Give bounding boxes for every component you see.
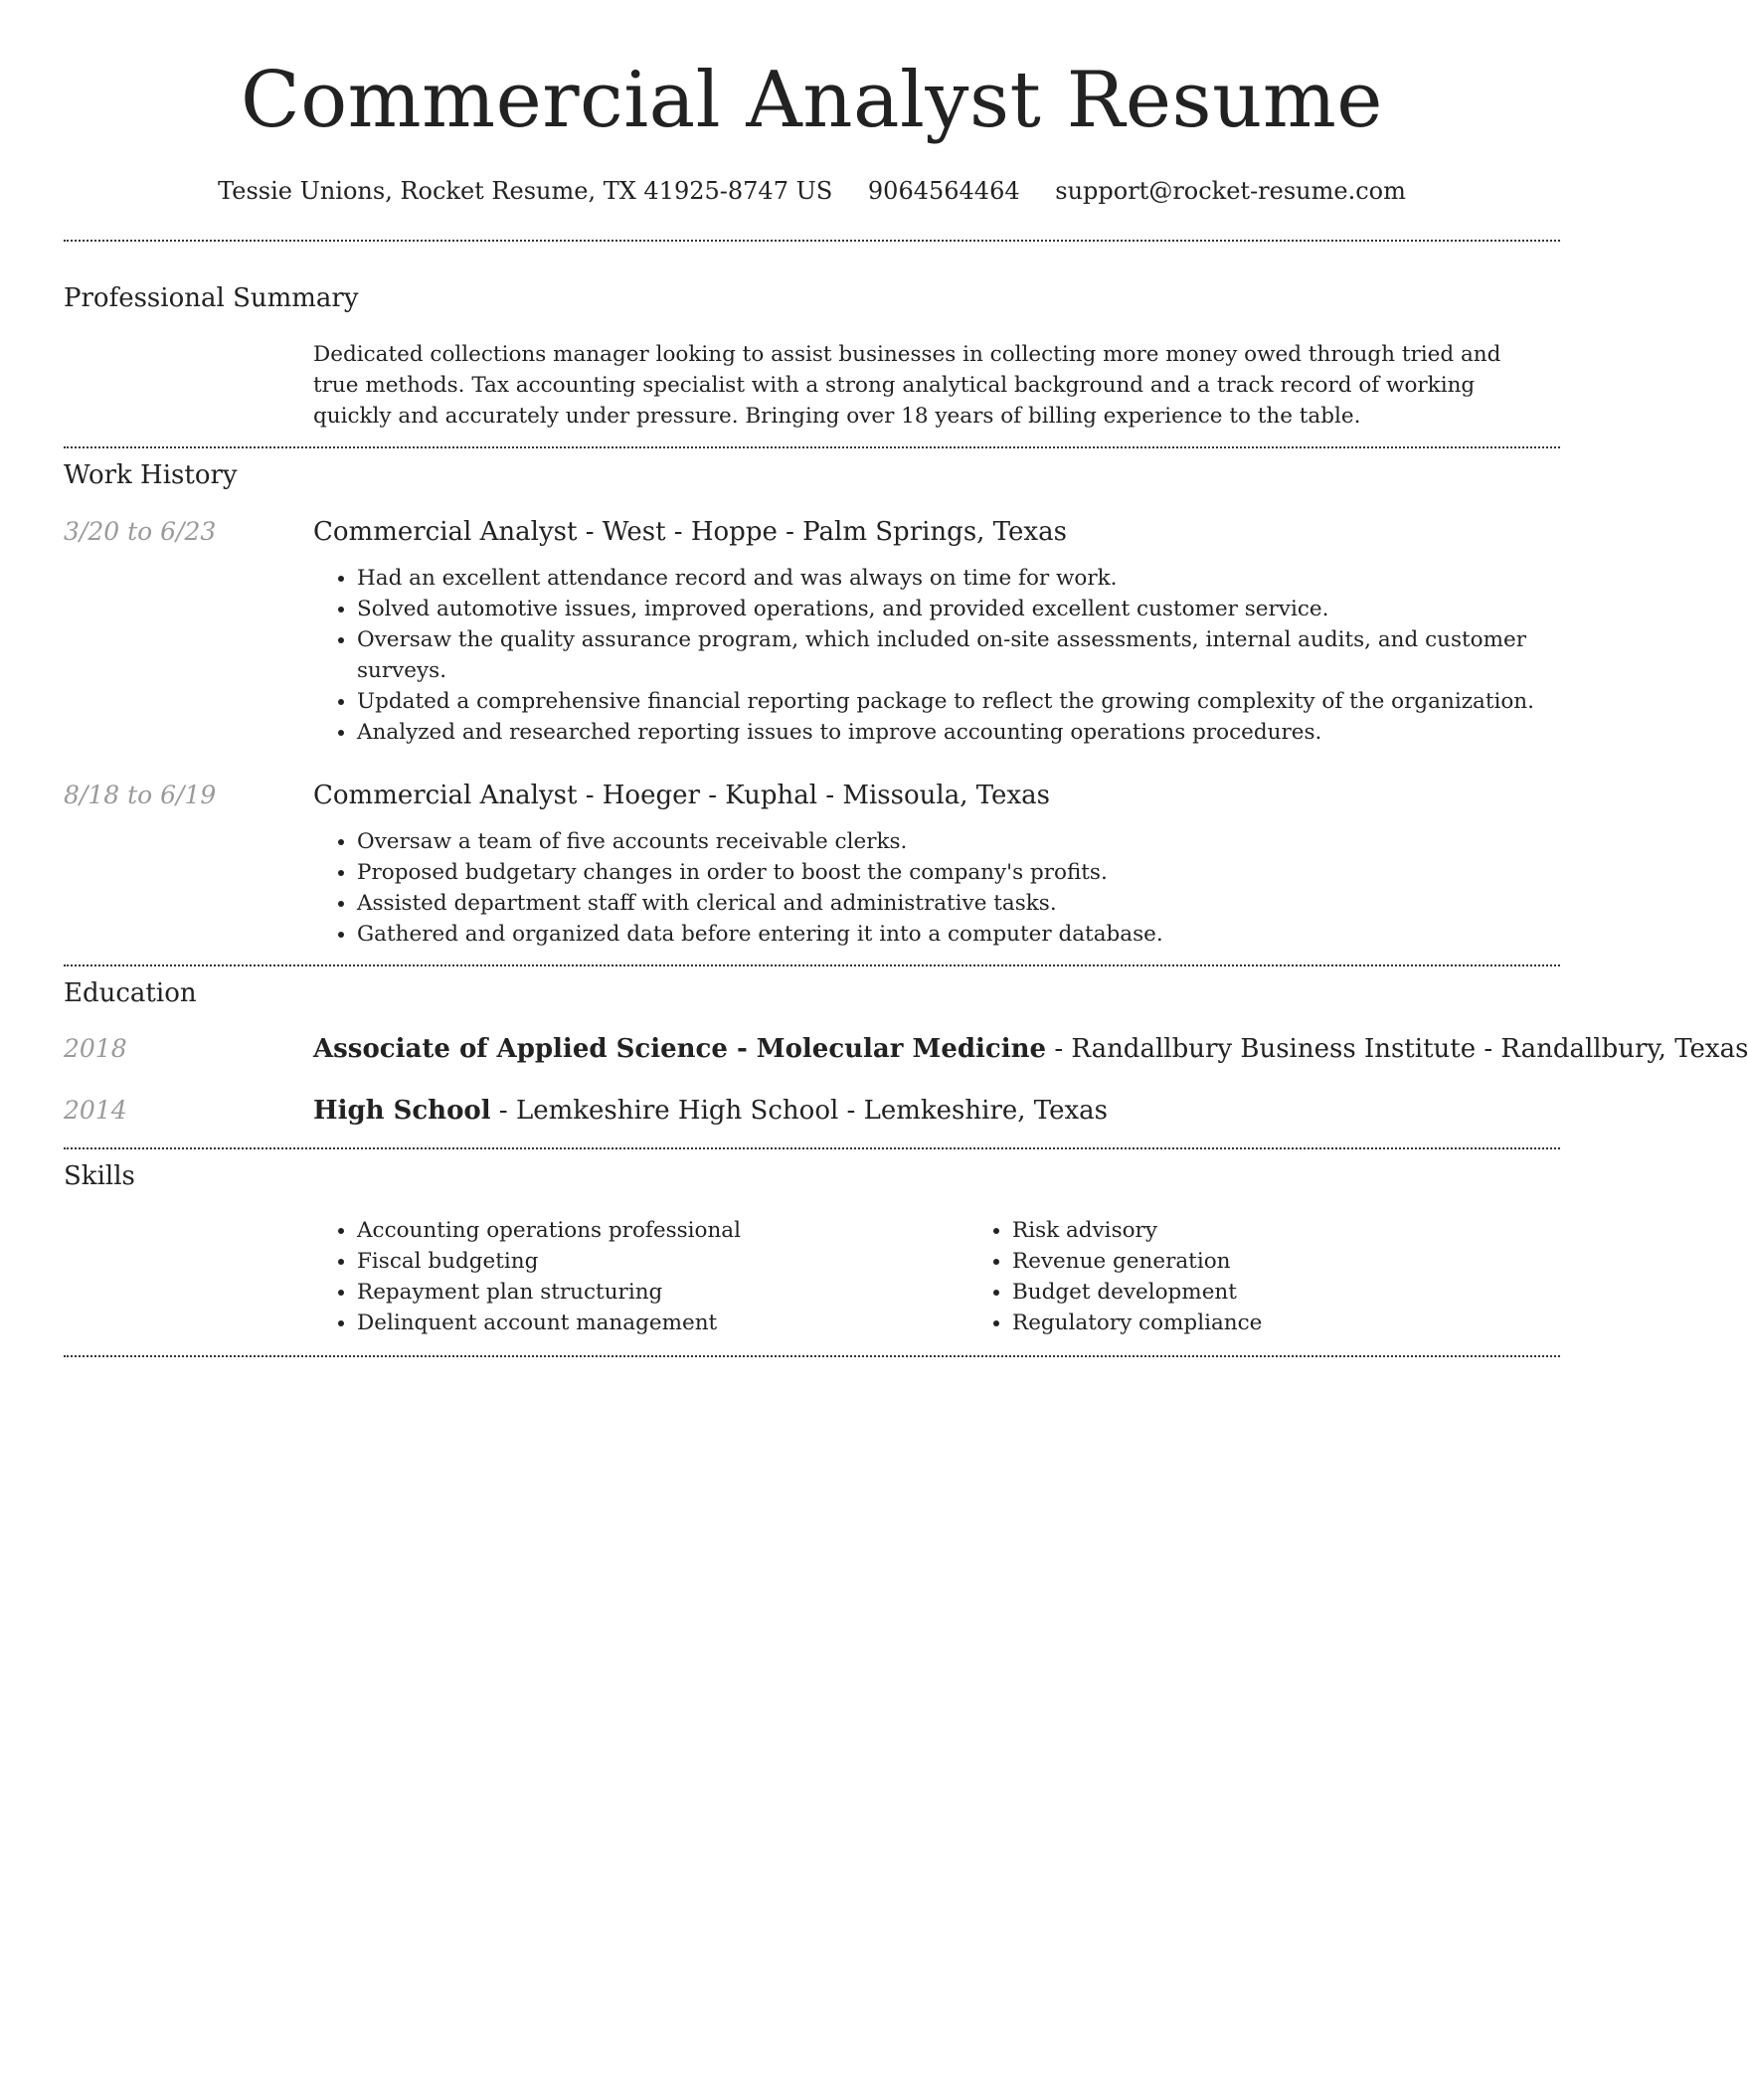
summary-section [64, 283, 1560, 432]
education-year: 2018 [64, 1034, 127, 1063]
job-title: Commercial Analyst - Hoeger - Kuphal - Missoula, Texas [313, 781, 1050, 810]
job-dates: 3/20 to 6/23 [64, 517, 217, 546]
education-year: 2014 [64, 1096, 127, 1125]
list-item: • Delinquent account management [357, 1308, 968, 1338]
work-history-section [64, 460, 1560, 950]
job-title: Commercial Analyst - West - Hoppe - Palm Springs, Texas [313, 517, 1067, 547]
education-heading: Education [64, 978, 197, 1008]
skills-list-left [313, 1215, 968, 1338]
page-title: Commercial Analyst Resume [241, 56, 1383, 145]
job-dates: 8/18 to 6/19 [64, 781, 217, 809]
job-entry [64, 781, 1560, 950]
list-item: • Fiscal budgeting [357, 1246, 968, 1277]
divider [64, 446, 1560, 448]
contact-address: Tessie Unions, Rocket Resume, TX 41925-8747 US [218, 177, 833, 205]
summary-text: Dedicated collections manager looking to assist businesses in collecting more money owed through tried and true methods. Tax accounting specialist with a strong analytical background and a track record of working quickly and accurately under pressure. Bringing over 18 years of billing experience to the table. [313, 342, 1501, 429]
list-item: • Gathered and organized data before entering it into a computer database. [357, 919, 1560, 950]
divider [64, 240, 1560, 242]
list-item: • Regulatory compliance [1012, 1308, 1624, 1338]
education-school: - Lemkeshire High School - Lemkeshire, Texas [490, 1096, 1109, 1126]
education-school: - Randallbury Business Institute - Randallbury, Texas [1046, 1034, 1748, 1064]
job-entry [64, 517, 1560, 748]
education-degree: High School [313, 1096, 491, 1126]
skills-list-right [968, 1215, 1624, 1338]
education-entry [64, 1096, 1560, 1126]
list-item: • Had an excellent attendance record and was always on time for work. [357, 563, 1560, 594]
skills-heading: Skills [64, 1161, 135, 1191]
list-item: • Accounting operations professional [357, 1215, 968, 1246]
education-degree: Associate of Applied Science - Molecular Medicine [313, 1034, 1047, 1064]
job-bullets [313, 563, 1560, 748]
contact-email: support@rocket-resume.com [1055, 177, 1406, 205]
contact-phone: 9064564464 [867, 177, 1020, 205]
list-item: • Assisted department staff with clerical and administrative tasks. [357, 888, 1560, 919]
list-item: • Oversaw a team of five accounts receivable clerks. [357, 826, 1560, 857]
list-item: • Repayment plan structuring [357, 1277, 968, 1308]
list-item: • Updated a comprehensive financial reporting package to reflect the growing complexity of the organization. [357, 686, 1560, 717]
list-item: • Oversaw the quality assurance program, which included on-site assessments, internal audits, and customer surveys. [357, 624, 1560, 686]
skills-section [64, 1161, 1560, 1338]
education-entry [64, 1034, 1748, 1064]
work-history-heading: Work History [64, 460, 238, 490]
divider [64, 1147, 1560, 1149]
list-item: • Solved automotive issues, improved operations, and provided excellent customer service. [357, 594, 1560, 624]
list-item: • Budget development [1012, 1277, 1624, 1308]
divider [64, 964, 1560, 966]
divider [64, 1355, 1560, 1357]
contact-line [64, 177, 1560, 205]
list-item: • Analyzed and researched reporting issues to improve accounting operations procedures. [357, 717, 1560, 748]
list-item: • Revenue generation [1012, 1246, 1624, 1277]
job-bullets [313, 826, 1560, 950]
list-item: • Proposed budgetary changes in order to boost the company's profits. [357, 857, 1560, 888]
education-section [64, 978, 1748, 1126]
resume-page [64, 0, 1748, 1357]
list-item: • Risk advisory [1012, 1215, 1624, 1246]
summary-heading: Professional Summary [64, 283, 359, 313]
